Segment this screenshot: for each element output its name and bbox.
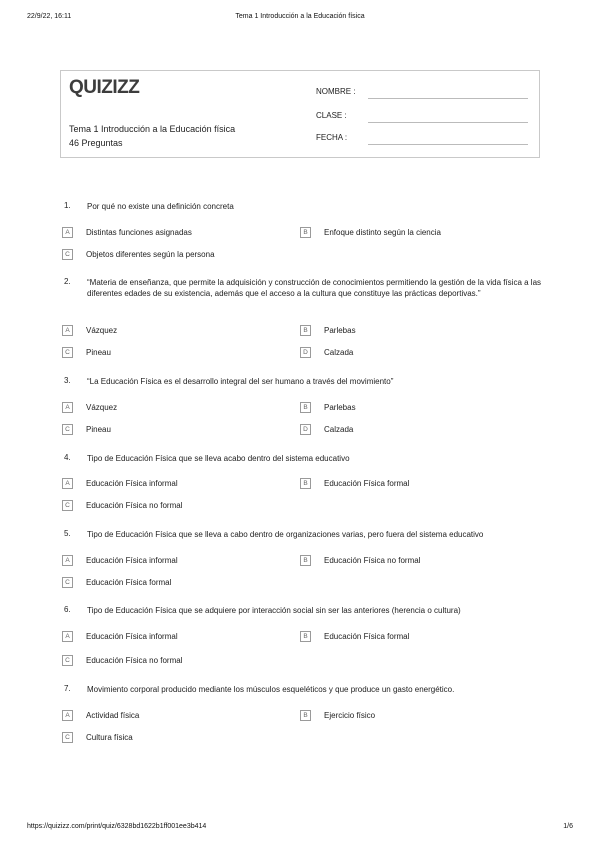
date-label: FECHA :	[316, 133, 348, 142]
option-text: Calzada	[324, 425, 354, 434]
class-line	[368, 122, 528, 123]
question-number: 2.	[64, 277, 71, 286]
option-text: Parlebas	[324, 403, 356, 412]
option-text: Vázquez	[86, 326, 118, 335]
option-text: Educación Física formal	[324, 479, 410, 488]
option-letter-box: B	[300, 555, 311, 566]
print-datetime: 22/9/22, 16:11	[27, 13, 72, 20]
option-letter-box: C	[62, 424, 73, 435]
question-text: “La Educación Física es el desarrollo integral del ser humano a través del movimiento”	[87, 377, 394, 386]
option-text: Educación Física informal	[86, 556, 178, 565]
question-number: 4.	[64, 453, 71, 462]
option-text: Cultura física	[86, 733, 133, 742]
question-text: Por qué no existe una definición concreta	[87, 202, 234, 211]
date-line	[368, 144, 528, 145]
option-letter-box: C	[62, 577, 73, 588]
option-text: Educación Física informal	[86, 479, 178, 488]
question-number: 5.	[64, 529, 71, 538]
option-letter-box: B	[300, 631, 311, 642]
question-number: 1.	[64, 201, 71, 210]
question-text: Tipo de Educación Física que se adquiere por interacción social sin ser las anteriores (herencia o cultura)	[87, 606, 461, 615]
name-field[interactable]	[316, 87, 536, 99]
quiz-title: Tema 1 Introducción a la Educación física	[69, 124, 236, 134]
option-letter-box: A	[62, 555, 73, 566]
option-letter-box: A	[62, 402, 73, 413]
quiz-info-box	[60, 70, 540, 158]
option-letter-box: B	[300, 227, 311, 238]
question-text: Tipo de Educación Física que se lleva a cabo dentro de organizaciones varias, pero fuera del sistema educativo	[87, 530, 484, 539]
option-letter-box: C	[62, 655, 73, 666]
option-text: Educación Física no formal	[324, 556, 421, 565]
name-line	[368, 98, 528, 99]
print-url: https://quizizz.com/print/quiz/6328bd1622b1ff001ee3b414	[27, 823, 207, 830]
option-text: Pineau	[86, 425, 111, 434]
class-field[interactable]	[316, 111, 536, 123]
option-text: Objetos diferentes según la persona	[86, 250, 215, 259]
option-letter-box: A	[62, 631, 73, 642]
option-text: Educación Física informal	[86, 632, 178, 641]
option-letter-box: A	[62, 325, 73, 336]
quizizz-logo: QUIZIZZ	[69, 77, 140, 98]
question-text: “Materia de enseñanza, que permite la adquisición y construcción de conocimientos permitiendo la gestión de la vida física a las diferentes edades de su existencia, además que el acceso a la cultura que constituye las prácticas deportivas.”	[87, 278, 542, 298]
option-letter-box: A	[62, 710, 73, 721]
print-footer	[0, 823, 600, 837]
option-text: Educación Física no formal	[86, 656, 183, 665]
option-letter-box: B	[300, 402, 311, 413]
option-text: Enfoque distinto según la ciencia	[324, 228, 441, 237]
option-text: Distintas funciones asignadas	[86, 228, 192, 237]
option-letter-box: C	[62, 732, 73, 743]
option-text: Parlebas	[324, 326, 356, 335]
option-letter-box: A	[62, 478, 73, 489]
option-text: Actividad física	[86, 711, 140, 720]
option-text: Vázquez	[86, 403, 118, 412]
option-letter-box: A	[62, 227, 73, 238]
date-field[interactable]	[316, 133, 536, 145]
question-text: Tipo de Educación Física que se lleva acabo dentro del sistema educativo	[87, 454, 350, 463]
print-title: Tema 1 Introducción a la Educación física	[235, 13, 365, 20]
question-number: 7.	[64, 684, 71, 693]
option-letter-box: D	[300, 347, 311, 358]
question-count: 46 Preguntas	[69, 138, 123, 148]
question-number: 6.	[64, 605, 71, 614]
option-letter-box: B	[300, 478, 311, 489]
page-number: 1/6	[563, 823, 573, 830]
option-text: Calzada	[324, 348, 354, 357]
question-number: 3.	[64, 376, 71, 385]
option-text: Educación Física formal	[324, 632, 410, 641]
name-label: NOMBRE :	[316, 87, 356, 96]
option-letter-box: B	[300, 710, 311, 721]
option-letter-box: D	[300, 424, 311, 435]
option-letter-box: C	[62, 500, 73, 511]
print-header	[0, 13, 600, 27]
option-text: Educación Física formal	[86, 578, 172, 587]
class-label: CLASE :	[316, 111, 347, 120]
option-letter-box: B	[300, 325, 311, 336]
option-letter-box: C	[62, 347, 73, 358]
option-text: Pineau	[86, 348, 111, 357]
question-text: Movimiento corporal producido mediante los músculos esqueléticos y que produce un gasto energético.	[87, 685, 455, 694]
option-letter-box: C	[62, 249, 73, 260]
option-text: Educación Física no formal	[86, 501, 183, 510]
option-text: Ejercicio físico	[324, 711, 376, 720]
